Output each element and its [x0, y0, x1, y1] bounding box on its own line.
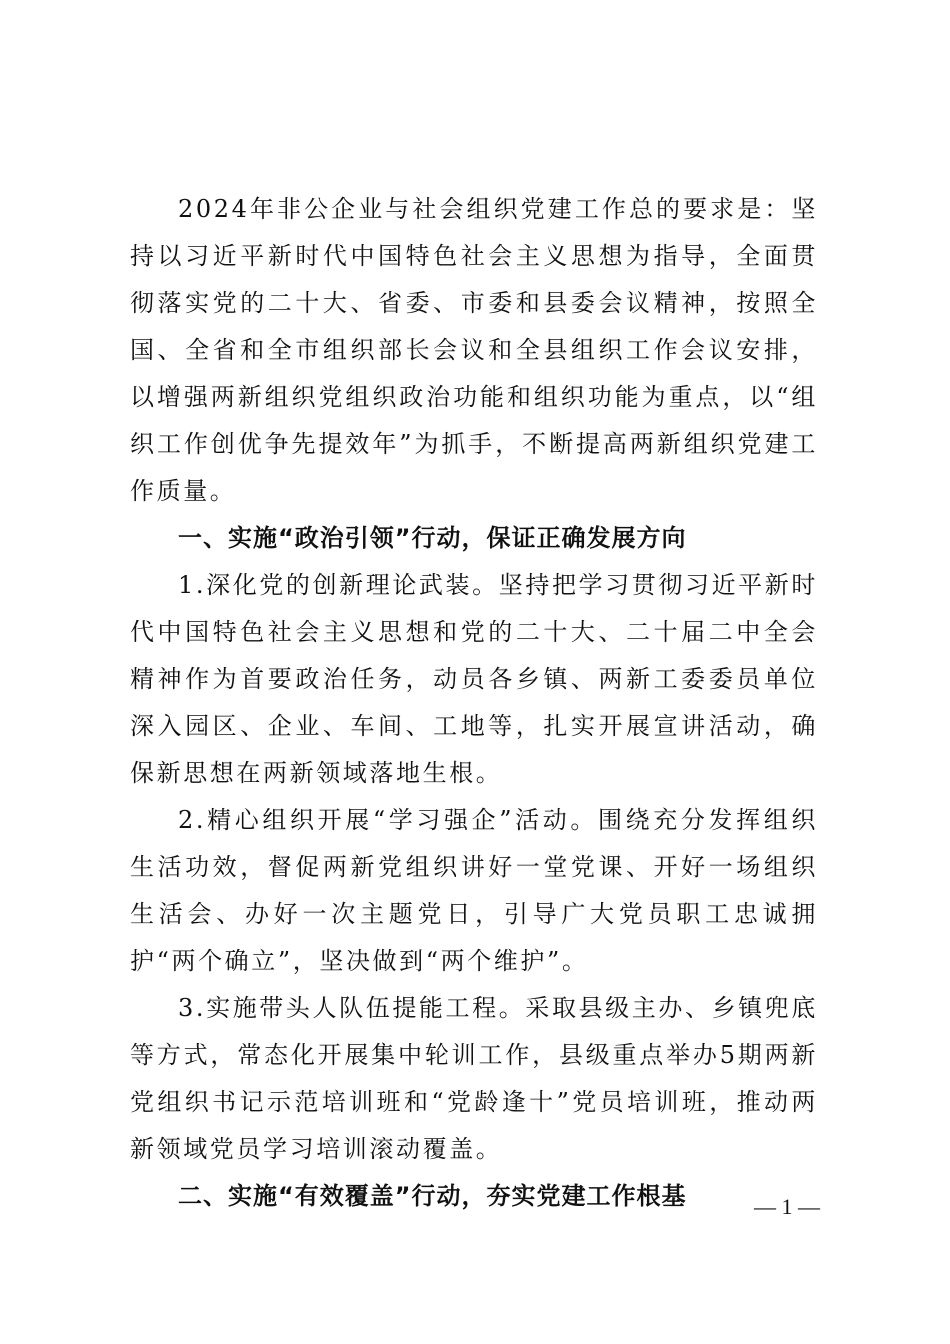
item-3-paragraph: [130, 985, 818, 1173]
item-2-paragraph: [130, 797, 818, 985]
section-2-heading: 二、实施“有效覆盖”行动，夯实党建工作根基: [178, 1182, 687, 1210]
item-3-body: 采取县级主办、乡镇兜底等方式，常态化开展集中轮训工作，县级重点举办5期两新党组织书记示范培训班和“党龄逢十”党员培训班，推动两新领域党员学习培训滚动覆盖。: [130, 994, 818, 1163]
item-2-body: 围绕充分发挥组织生活功效，督促两新党组织讲好一堂党课、开好一场组织生活会、办好一次主题党日，引导广大党员职工忠诚拥护“两个确立”，坚决做到“两个维护”。: [130, 806, 818, 975]
item-1-paragraph: [130, 562, 818, 797]
intro-paragraph: 2024年非公企业与社会组织党建工作总的要求是：坚持以习近平新时代中国特色社会主义思想为指导，全面贯彻落实党的二十大、省委、市委和县委会议精神，按照全国、全省和全市组织部长会议和全县组织工作会议安排，以增强两新组织党组织政治功能和组织功能为重点，以“组织工作创优争先提效年”为抓手，不断提高两新组织党建工作质量。: [130, 195, 818, 505]
item-3-lead: 3.实施带头人队伍提能工程。: [178, 994, 526, 1022]
item-2-lead: 2.精心组织开展“学习强企”活动。: [178, 806, 599, 834]
section-1-heading: 一、实施“政治引领”行动，保证正确发展方向: [178, 524, 687, 552]
page-number: — 1 —: [754, 1194, 820, 1219]
item-1-lead: 1.深化党的创新理论武装。: [178, 571, 499, 599]
item-1-body: 坚持把学习贯彻习近平新时代中国特色社会主义思想和党的二十大、二十届二中全会精神作为首要政治任务，动员各乡镇、两新工委委员单位深入园区、企业、车间、工地等，扎实开展宣讲活动，确保新思想在两新领域落地生根。: [130, 571, 818, 787]
document-body: [130, 186, 818, 1220]
